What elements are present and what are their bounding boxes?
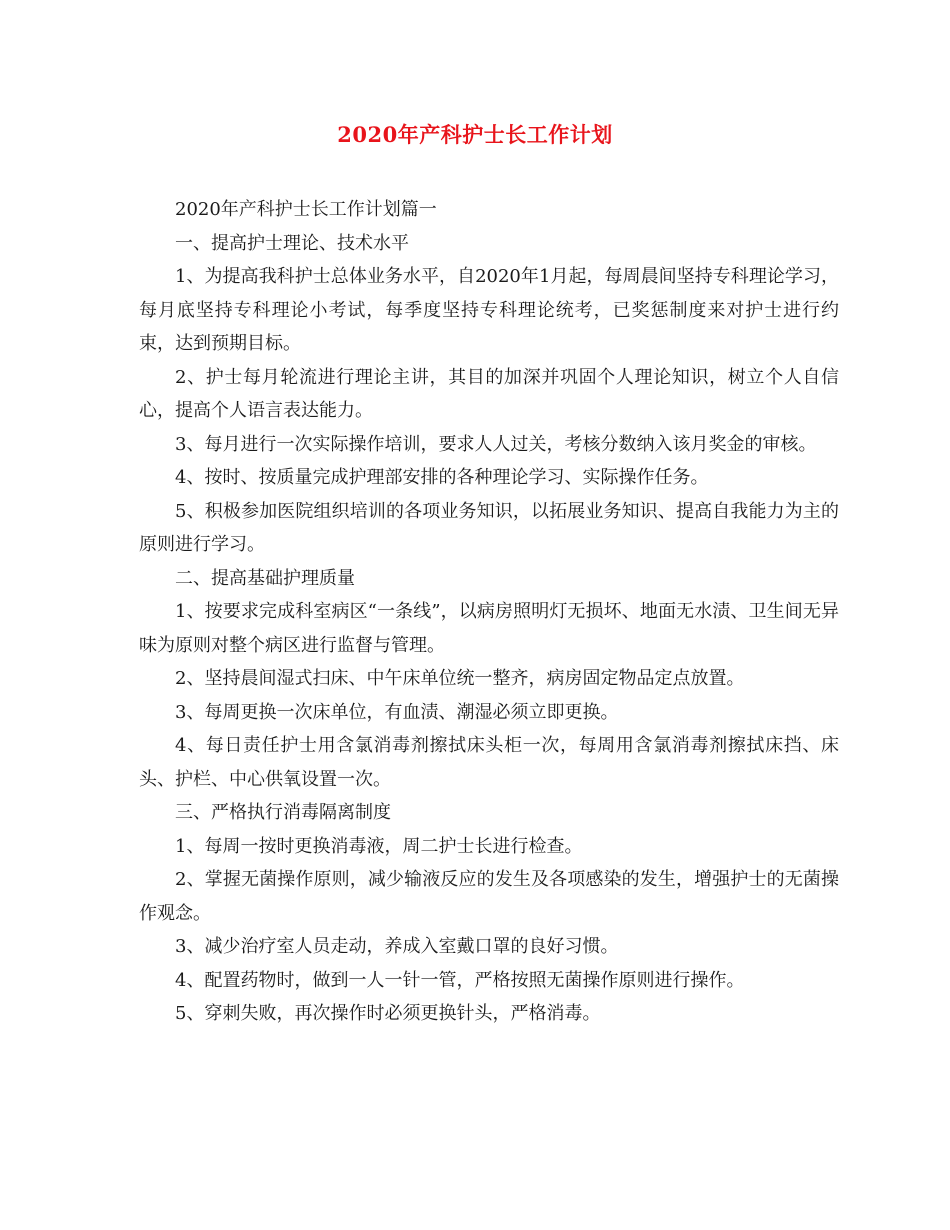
paragraph: 2、掌握无菌操作原则，减少输液反应的发生及各项感染的发生，增强护士的无菌操作观念。 — [139, 869, 839, 924]
document-title: 2020年产科护士长工作计划 — [337, 122, 613, 147]
paragraph: 3、每月进行一次实际操作培训，要求人人过关，考核分数纳入该月奖金的审核。 — [175, 433, 817, 455]
paragraph: 3、每周更换一次床单位，有血渍、潮湿必须立即更换。 — [175, 701, 619, 723]
paragraph: 2、护士每月轮流进行理论主讲，其目的加深并巩固个人理论知识，树立个人自信心，提高个人语言表达能力。 — [139, 366, 839, 421]
paragraph: 1、按要求完成科室病区“一条线”，以病房照明灯无损坏、地面无水渍、卫生间无异味为原则对整个病区进行监督与管理。 — [139, 601, 839, 656]
paragraph: 5、穿刺失败，再次操作时必须更换针头，严格消毒。 — [175, 1003, 601, 1024]
paragraph: 1、为提高我科护士总体业务水平，自2020年1月起，每周晨间坚持专科理论学习，每月底坚持专科理论小考试，每季度坚持专科理论统考，已奖惩制度来对护士进行约束，达到预期目标。 — [139, 266, 839, 354]
paragraph: 4、每日责任护士用含氯消毒剂擦拭床头柜一次，每周用含氯消毒剂擦拭床挡、床头、护栏、中心供氧设置一次。 — [139, 735, 839, 790]
section-heading: 2020年产科护士长工作计划篇一 — [175, 199, 437, 220]
section-heading: 三、严格执行消毒隔离制度 — [175, 802, 391, 823]
paragraph: 2、坚持晨间湿式扫床、中午床单位统一整齐，病房固定物品定点放置。 — [175, 668, 745, 689]
paragraph: 5、积极参加医院组织培训的各项业务知识，以拓展业务知识、提高自我能力为主的原则进行学习。 — [139, 500, 839, 555]
paragraph: 4、按时、按质量完成护理部安排的各种理论学习、实际操作任务。 — [175, 467, 709, 488]
paragraph: 1、每周一按时更换消毒液，周二护士长进行检查。 — [175, 835, 583, 857]
paragraph: 4、配置药物时，做到一人一针一管，严格按照无菌操作原则进行操作。 — [175, 969, 745, 991]
document-body — [139, 193, 839, 1031]
section-heading: 一、提高护士理论、技术水平 — [175, 232, 409, 254]
paragraph: 3、减少治疗室人员走动，养成入室戴口罩的良好习惯。 — [175, 936, 619, 957]
section-heading: 二、提高基础护理质量 — [175, 567, 355, 589]
